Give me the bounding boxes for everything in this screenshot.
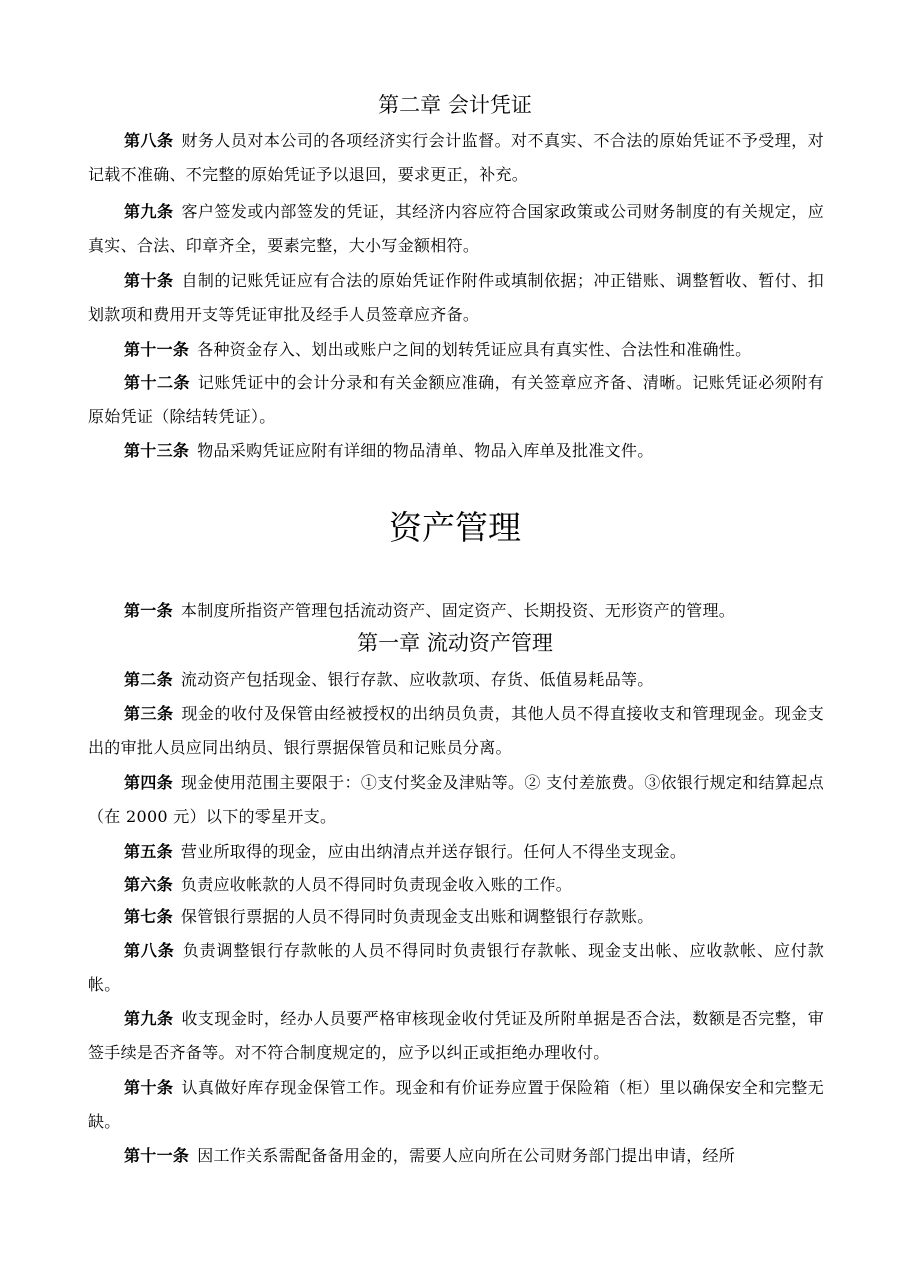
article-ch1-7: [88, 900, 824, 934]
asset-section-title: 资产管理: [389, 508, 521, 547]
article-text: 保管银行票据的人员不得同时负责现金支出账和调整银行存款账。: [180, 907, 654, 926]
article-text: 客户签发或内部签发的凭证，其经济内容应符合国家政策或公司财务制度的有关规定，应真实、合法、印章齐全，要素完整，大小写金额相符。: [88, 202, 825, 255]
article-ch1-3: [88, 697, 824, 765]
article-number: 第八条: [124, 131, 174, 150]
article-text: 本制度所指资产管理包括流动资产、固定资产、长期投资、无形资产的管理。: [180, 601, 736, 620]
article-asset-1: [88, 594, 824, 628]
article-number: 第九条: [124, 1009, 174, 1028]
article-text: 负责调整银行存款帐的人员不得同时负责银行存款帐、现金支出帐、应收款帐、应付款帐。: [88, 941, 824, 994]
article-text: 现金的收付及保管由经被授权的出纳员负责，其他人员不得直接收支和管理现金。现金支出的审批人员应同出纳员、银行票据保管员和记账员分离。: [88, 704, 825, 757]
article-text: 各种资金存入、划出或账户之间的划转凭证应具有真实性、合法性和准确性。: [197, 340, 752, 359]
article-number: 第二条: [124, 670, 173, 689]
article-number: 第五条: [124, 842, 173, 861]
article-text: 现金使用范围主要限于：①支付奖金及津贴等。② 支付差旅费。③依银行规定和结算起点（在 2000 元）以下的零星开支。: [88, 773, 824, 826]
article-number: 第三条: [124, 704, 174, 723]
article-ch1-4: [88, 766, 824, 834]
article-number: 第八条: [124, 941, 175, 960]
article-ch2-13: [88, 434, 824, 468]
article-number: 第一条: [124, 601, 173, 620]
article-ch1-9: [88, 1002, 824, 1070]
article-ch2-10: [88, 264, 824, 332]
article-ch2-12: [88, 366, 824, 434]
article-number: 第十二条: [124, 373, 190, 392]
article-text: 因工作关系需配备备用金的，需要人应向所在公司财务部门提出申请，经所: [197, 1146, 736, 1165]
article-text: 记账凭证中的会计分录和有关金额应准确，有关签章应齐备、清晰。记账凭证必须附有原始凭证（除结转凭证）。: [88, 373, 824, 426]
chapter-2-title: 第二章 会计凭证: [378, 93, 532, 117]
article-text: 自制的记账凭证应有合法的原始凭证作附件或填制依据；冲正错账、调整暂收、暂付、扣划款项和费用开支等凭证审批及经手人员签章应齐备。: [88, 271, 825, 324]
article-number: 第十条: [124, 1078, 174, 1097]
article-number: 第十一条: [124, 1146, 190, 1165]
article-number: 第十三条: [124, 441, 190, 460]
article-number: 第四条: [124, 773, 174, 792]
article-text: 营业所取得的现金，应由出纳清点并送存银行。任何人不得坐支现金。: [180, 842, 687, 861]
article-text: 收支现金时，经办人员要严格审核现金收付凭证及所附单据是否合法，数额是否完整，审签手续是否齐备等。对不符合制度规定的，应予以纠正或拒绝办理收付。: [88, 1009, 825, 1062]
article-ch2-11: [88, 333, 824, 367]
article-ch1-5: [88, 835, 824, 869]
article-text: 流动资产包括现金、银行存款、应收款项、存货、低值易耗品等。: [180, 670, 654, 689]
article-ch2-9: [88, 195, 824, 263]
article-ch1-11: [88, 1139, 824, 1173]
article-ch1-2: [88, 663, 824, 697]
article-text: 认真做好库存现金保管工作。现金和有价证券应置于保险箱（柜）里以确保安全和完整无缺。: [88, 1078, 825, 1131]
article-number: 第十条: [124, 271, 174, 290]
article-ch1-8: [88, 934, 824, 1002]
article-number: 第六条: [124, 875, 173, 894]
article-ch2-8: [88, 124, 824, 192]
article-number: 第十一条: [124, 340, 190, 359]
article-text: 财务人员对本公司的各项经济实行会计监督。对不真实、不合法的原始凭证不予受理，对记载不准确、不完整的原始凭证予以退回，要求更正，补充。: [88, 131, 825, 184]
article-ch1-6: [88, 868, 824, 902]
article-number: 第九条: [124, 202, 174, 221]
chapter-1-title: 第一章 流动资产管理: [357, 631, 553, 655]
article-text: 负责应收帐款的人员不得同时负责现金收入账的工作。: [180, 875, 573, 894]
article-text: 物品采购凭证应附有详细的物品清单、物品入库单及批准文件。: [197, 441, 654, 460]
article-ch1-10: [88, 1071, 824, 1139]
article-number: 第七条: [124, 907, 173, 926]
